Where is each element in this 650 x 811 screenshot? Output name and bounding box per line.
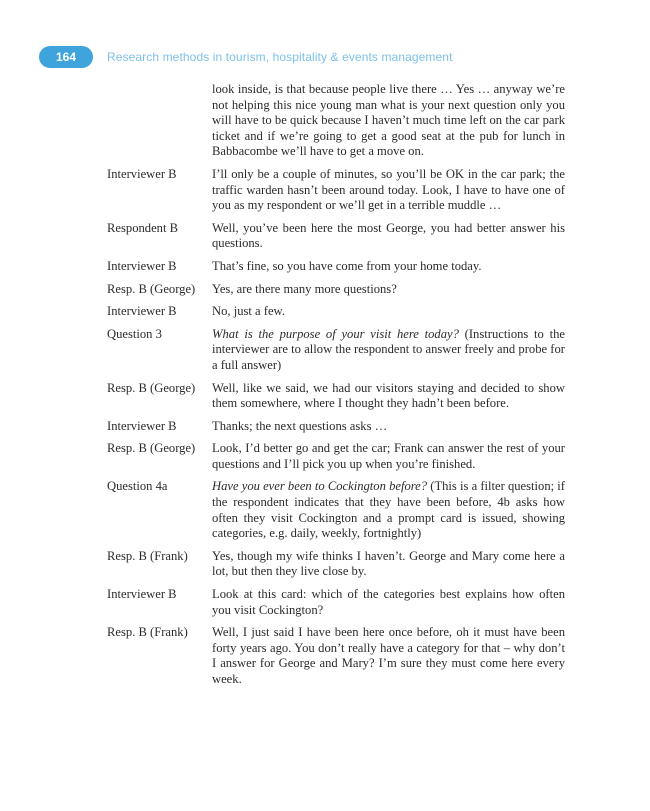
instruction-text: (Instructions to the interviewer are to allow the respondent to answer freely and probe for a full answer) xyxy=(212,326,565,372)
utterance-text: Look, I’d better go and get the car; Frank can answer the rest of your questions and I’ll pick you up when you’re finished. xyxy=(212,441,565,471)
utterance-text: Yes, though my wife thinks I haven’t. George and Mary come here a lot, but then they live close by. xyxy=(212,548,565,579)
instruction-text: (This is a filter question; if the respondent indicates that they have been before, 4b asks how often they visit Cockington and a prompt card is issued, showing categories, e.g. daily, weekly, fortnightly) xyxy=(212,479,566,541)
utterance-text: Well, I just said I have been here once before, oh it must have been forty years ago. You don’t really have a category for that – why don’t I answer for George and Mary? I’m sure they must come here every week. xyxy=(212,625,565,686)
utterance-text: That’s fine, so you have come from your home today. xyxy=(212,258,482,273)
transcript-row xyxy=(107,625,565,687)
page-header xyxy=(39,46,453,68)
utterance-text: I’ll only be a couple of minutes, so you’ll be OK in the car park; the traffic warden hasn’t been around today. Look, I have to have one of you as my respondent or we’ll get in a terrible muddle … xyxy=(212,166,565,213)
speaker-label xyxy=(107,82,212,160)
speaker-label: Resp. B (Frank) xyxy=(107,548,188,563)
speaker-label: Interviewer B xyxy=(107,587,177,602)
transcript-row xyxy=(107,304,565,320)
transcript-row xyxy=(107,441,565,472)
utterance-text xyxy=(212,327,565,374)
speaker-label: Interviewer B xyxy=(107,166,177,181)
speaker-label: Respondent B xyxy=(107,220,179,235)
page-number-badge: 164 xyxy=(39,46,93,68)
interview-transcript xyxy=(107,82,565,695)
transcript-row xyxy=(107,221,565,252)
utterance-text: Yes, are there many more questions? xyxy=(212,281,397,296)
running-title: Research methods in tourism, hospitality & events management xyxy=(107,50,453,64)
transcript-row xyxy=(107,167,565,214)
utterance-text: No, just a few. xyxy=(212,304,285,319)
utterance-text: Look at this card: which of the categories best explains how often you visit Cockington? xyxy=(212,587,565,617)
utterance-text: Well, like we said, we had our visitors staying and decided to show them somewhere, where I thought they hadn’t been before. xyxy=(212,380,565,411)
utterance-text: look inside, is that because people live there … Yes … anyway we’re not helping this nice young man what is your next question only you will have to be quick because I haven’t much time left on the car park ticket and if we’re going to get a good seat at the pub for lunch in Babbacombe we’ll have to get a move on. xyxy=(212,82,565,159)
transcript-row xyxy=(107,549,565,580)
utterance-text: Well, you’ve been here the most George, you had better answer his questions. xyxy=(212,220,565,251)
transcript-row xyxy=(107,419,565,435)
speaker-label: Question 4a xyxy=(107,479,168,494)
question-text: What is the purpose of your visit here today? xyxy=(212,326,459,341)
speaker-label: Resp. B (George) xyxy=(107,441,196,456)
utterance-text: Thanks; the next questions asks … xyxy=(212,418,388,433)
speaker-label: Question 3 xyxy=(107,326,162,341)
question-text: Have you ever been to Cockington before? xyxy=(212,479,428,494)
speaker-label: Interviewer B xyxy=(107,258,177,273)
transcript-row xyxy=(107,259,565,275)
transcript-row xyxy=(107,479,565,541)
speaker-label: Interviewer B xyxy=(107,418,177,433)
utterance-text xyxy=(212,479,565,541)
transcript-row xyxy=(107,587,565,618)
speaker-label: Resp. B (George) xyxy=(107,380,196,395)
speaker-label: Resp. B (Frank) xyxy=(107,625,188,640)
transcript-row xyxy=(107,327,565,374)
speaker-label: Resp. B (George) xyxy=(107,281,196,296)
transcript-row xyxy=(107,282,565,298)
speaker-label: Interviewer B xyxy=(107,304,177,319)
transcript-row xyxy=(107,381,565,412)
transcript-row xyxy=(107,82,565,160)
